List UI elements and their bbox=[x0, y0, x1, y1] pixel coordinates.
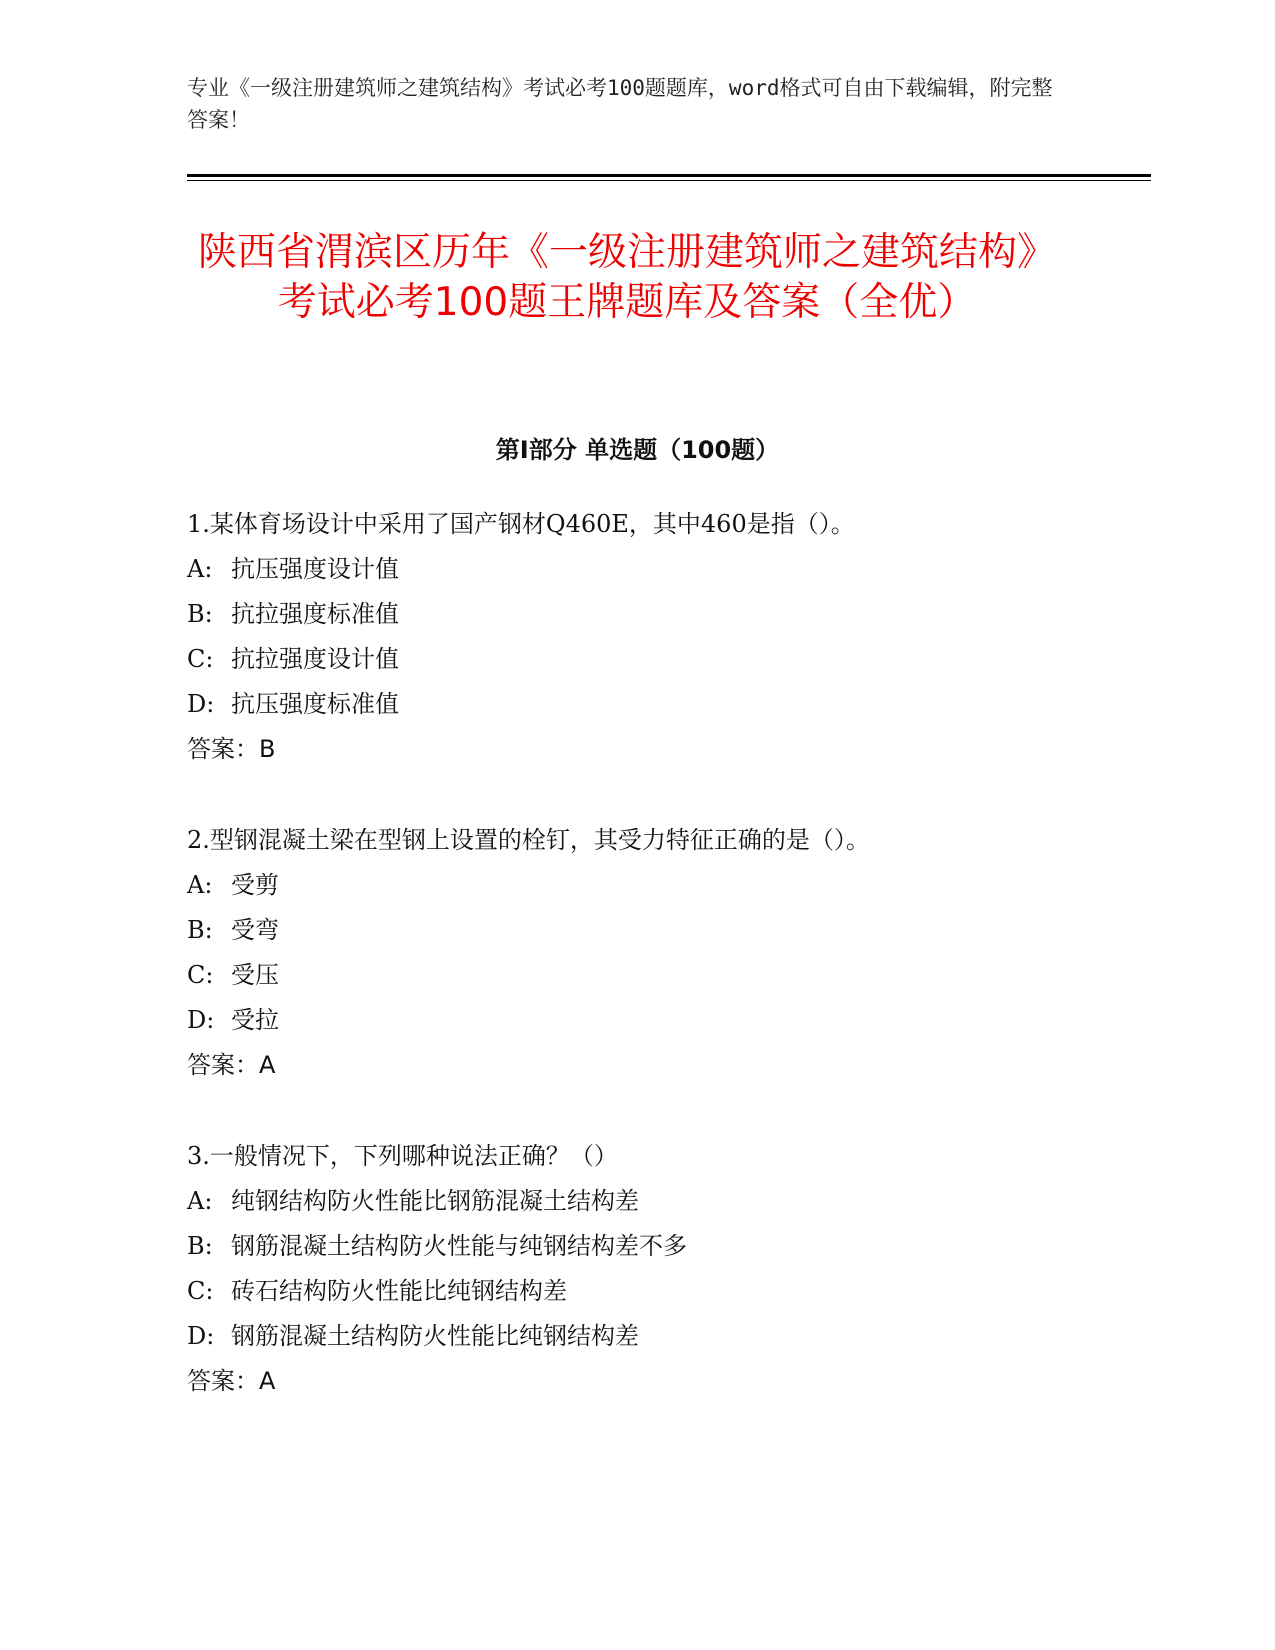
option-text: 抗拉强度标准值 bbox=[231, 600, 399, 628]
header-divider-thin bbox=[187, 180, 1151, 181]
question-1 bbox=[187, 502, 1107, 772]
header-divider-thick bbox=[187, 174, 1151, 177]
option-d bbox=[187, 998, 1107, 1043]
option-a bbox=[187, 547, 1107, 592]
answer: 答案：A bbox=[187, 1367, 276, 1395]
question-3 bbox=[187, 1134, 1107, 1404]
document-title: 陕西省渭滨区历年《一级注册建筑师之建筑结构》考试必考100题王牌题库及答案（全优） bbox=[197, 230, 1056, 325]
option-letter: B: bbox=[187, 600, 213, 628]
option-text: 受压 bbox=[231, 961, 279, 989]
option-letter: D: bbox=[187, 1006, 215, 1034]
option-letter: A: bbox=[187, 871, 213, 899]
answer: 答案：A bbox=[187, 1051, 276, 1079]
option-text: 钢筋混凝土结构防火性能与纯钢结构差不多 bbox=[231, 1232, 687, 1260]
option-c bbox=[187, 1269, 1107, 1314]
option-a bbox=[187, 863, 1107, 908]
question-stem: 3.一般情况下，下列哪种说法正确？（） bbox=[187, 1142, 618, 1170]
option-letter: A: bbox=[187, 1187, 213, 1215]
option-text: 抗压强度设计值 bbox=[231, 555, 399, 583]
option-letter: C: bbox=[187, 1277, 214, 1305]
option-d bbox=[187, 682, 1107, 727]
option-text: 抗压强度标准值 bbox=[231, 690, 399, 718]
option-letter: B: bbox=[187, 1232, 213, 1260]
header-note: 专业《一级注册建筑师之建筑结构》考试必考100题题库，word格式可自由下载编辑，附完整答案！ bbox=[187, 76, 1053, 132]
question-stem: 1.某体育场设计中采用了国产钢材Q460E，其中460是指（）。 bbox=[187, 510, 855, 538]
option-c bbox=[187, 637, 1107, 682]
option-letter: B: bbox=[187, 916, 213, 944]
question-stem: 2.型钢混凝土梁在型钢上设置的栓钉，其受力特征正确的是（）。 bbox=[187, 826, 870, 854]
option-text: 砖石结构防火性能比纯钢结构差 bbox=[231, 1277, 567, 1305]
option-letter: C: bbox=[187, 645, 214, 673]
section-title: 第I部分 单选题（100题） bbox=[495, 436, 780, 464]
option-text: 受拉 bbox=[231, 1006, 279, 1034]
option-letter: A: bbox=[187, 555, 213, 583]
option-b bbox=[187, 908, 1107, 953]
answer: 答案：B bbox=[187, 735, 276, 763]
option-text: 抗拉强度设计值 bbox=[231, 645, 399, 673]
option-letter: D: bbox=[187, 1322, 215, 1350]
option-text: 受剪 bbox=[231, 871, 279, 899]
question-2 bbox=[187, 818, 1107, 1088]
option-d bbox=[187, 1314, 1107, 1359]
option-a bbox=[187, 1179, 1107, 1224]
option-text: 受弯 bbox=[231, 916, 279, 944]
option-text: 纯钢结构防火性能比钢筋混凝土结构差 bbox=[231, 1187, 639, 1215]
option-b bbox=[187, 1224, 1107, 1269]
option-text: 钢筋混凝土结构防火性能比纯钢结构差 bbox=[231, 1322, 639, 1350]
option-letter: D: bbox=[187, 690, 215, 718]
option-letter: C: bbox=[187, 961, 214, 989]
option-b bbox=[187, 592, 1107, 637]
option-c bbox=[187, 953, 1107, 998]
